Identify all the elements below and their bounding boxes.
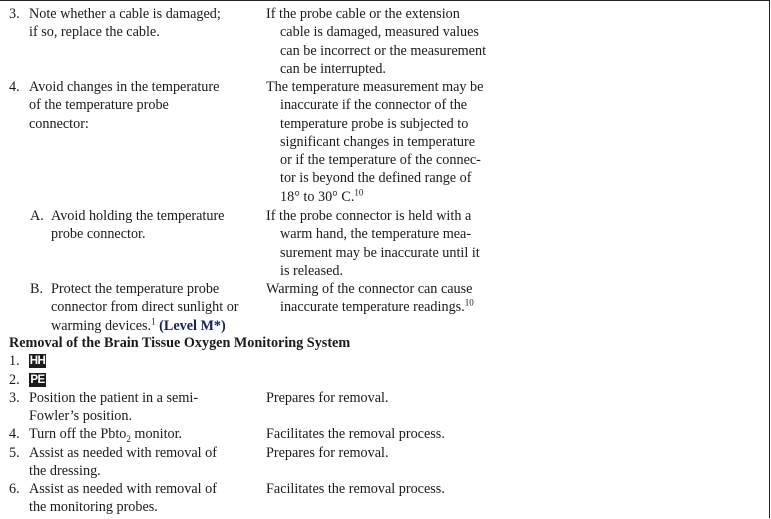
step-text: Avoid holding the temperature probe connector.	[51, 208, 225, 243]
step-number: 5.	[9, 445, 20, 461]
step-text: Assist as needed with removal of the dressing.	[29, 445, 217, 480]
step-text: Note whether a cable is damaged; if so, replace the cable.	[29, 6, 221, 41]
step-text: Position the patient in a semi- Fowler’s position.	[29, 390, 199, 425]
step-text: Turn off the Pbto$_2$ monitor.	[29, 426, 183, 444]
rationale-text: Prepares for removal.	[266, 390, 389, 406]
step-text: Protect the temperature probe connector from direct sunlight or warming devices.$^1$ (Level M*)	[51, 281, 239, 334]
rationale-text: If the probe cable or the extension cable is damaged, measured values can be incorrect or the measurement can be interrupted.	[266, 6, 487, 77]
evidence-level: (Level M*)	[159, 317, 226, 334]
reference-superscript: 10	[354, 187, 364, 198]
reference-superscript: 10	[464, 297, 474, 308]
rationale-text: Facilitates the removal process.	[266, 426, 445, 442]
rationale-text: The temperature measurement may be inaccurate if the connector of the temperature probe is subjected to significant changes in temperature or if the temperature of the connec- tor is beyond the defined range of 18° to 30° C.$^{10}$	[266, 79, 484, 205]
step-letter: B.	[30, 281, 44, 297]
step-number: 1.	[9, 353, 20, 369]
rationale-text: Prepares for removal.	[266, 445, 389, 461]
step-text: Avoid changes in the temperature of the temperature probe connector:	[29, 79, 220, 132]
reference-superscript: 1	[151, 315, 156, 326]
rationale-text: Facilitates the removal process.	[266, 481, 445, 497]
step-number: 3.	[9, 6, 20, 22]
rationale-text: If the probe connector is held with a warm hand, the temperature mea- surement may be inaccurate until it is released.	[266, 208, 480, 279]
step-letter: A.	[30, 208, 44, 224]
step-number: 4.	[9, 79, 20, 95]
step-number: 4.	[9, 426, 20, 442]
personal-equipment-icon: PE	[30, 373, 45, 386]
step-number: 6.	[9, 481, 20, 497]
section-heading: Removal of the Brain Tissue Oxygen Monitoring System	[9, 335, 351, 351]
step-number: 3.	[9, 390, 20, 406]
step-number: 2.	[9, 372, 20, 388]
rationale-text: Warming of the connector can cause inaccurate temperature readings.$^{10}$	[266, 281, 474, 316]
step-text: Assist as needed with removal of the monitoring probes.	[29, 481, 217, 516]
hand-hygiene-icon: HH	[29, 354, 46, 367]
